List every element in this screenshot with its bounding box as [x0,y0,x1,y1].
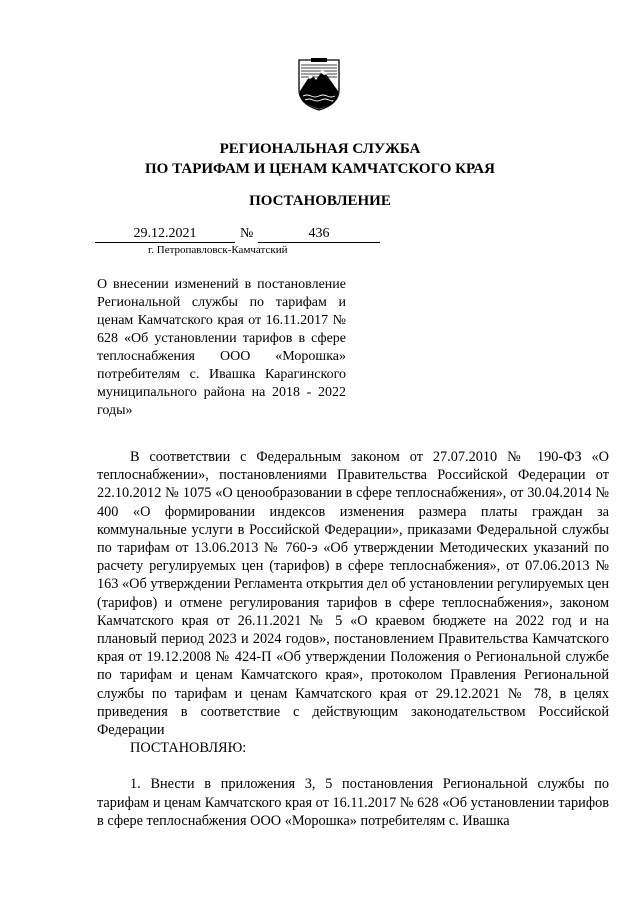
document-subject: О внесении изменений в постановление Региональной службы по тарифам и ценам Камчатского края от 16.11.2017 № 628 «Об установлении тарифов в сфере теплоснабжения ООО «Морошка» потребителям с. Ивашка Карагинского муниципального района на 2018 - 2022 годы» [97,277,346,418]
preamble-paragraph: В соответствии с Федеральным законом от 27.07.2010 № 190-ФЗ «О теплоснабжении», постановлениями Правительства Российской Федерации от 22.10.2012 № 1075 «О ценообразовании в сфере теплоснабжения», от 30.04.2014 № 400 «О формировании индексов изменения размера платы граждан за коммунальные услуги в Российской Федерации», приказами Федеральной службы по тарифам от 13.06.2013 № 760-э «Об утверждении Методических указаний по расчету регулируемых цен (тарифов) в сфере теплоснабжения», от 07.06.2013 № 163 «Об утверждении Регламента открытия дел об установлении регулируемых цен (тарифов) и отмене регулирования тарифов в сфере теплоснабжения», законом Камчатского края от 26.11.2021 № 5 «О краевом бюджете на 2022 год и на плановый период 2023 и 2024 годов», постановлением Правительства Камчатского края от 19.12.2008 № 424-П «Об утверждении Положения о Региональной службе по тарифам и ценам Камчатского края», протоколом Правления Региональной службы по тарифам и ценам Камчатского края от 29.12.2021 № 78, в целях приведения в соответствие с действующим законодательством Российской Федерации [97,449,609,739]
city-name: г. Петропавловск-Камчатский [148,244,288,256]
document-date: 29.12.2021 [95,226,235,243]
document-body [97,448,609,830]
coat-of-arms-icon [297,58,341,112]
number-sign: № [240,226,254,241]
resolve-heading: ПОСТАНОВЛЯЮ: [130,740,247,757]
document-number: 436 [258,226,380,243]
document-type-title: ПОСТАНОВЛЕНИЕ [249,193,391,209]
agency-name-line1: РЕГИОНАЛЬНАЯ СЛУЖБА [219,141,421,157]
item-1-paragraph: 1. Внести в приложения 3, 5 постановления Региональной службы по тарифам и ценам Камчатского края от 16.11.2017 № 628 «Об установлении тарифов в сфере теплоснабжения ООО «Морошка» потребителям с. Ивашка [97,776,609,829]
agency-name-line2: ПО ТАРИФАМ И ЦЕНАМ КАМЧАТСКОГО КРАЯ [145,161,495,177]
